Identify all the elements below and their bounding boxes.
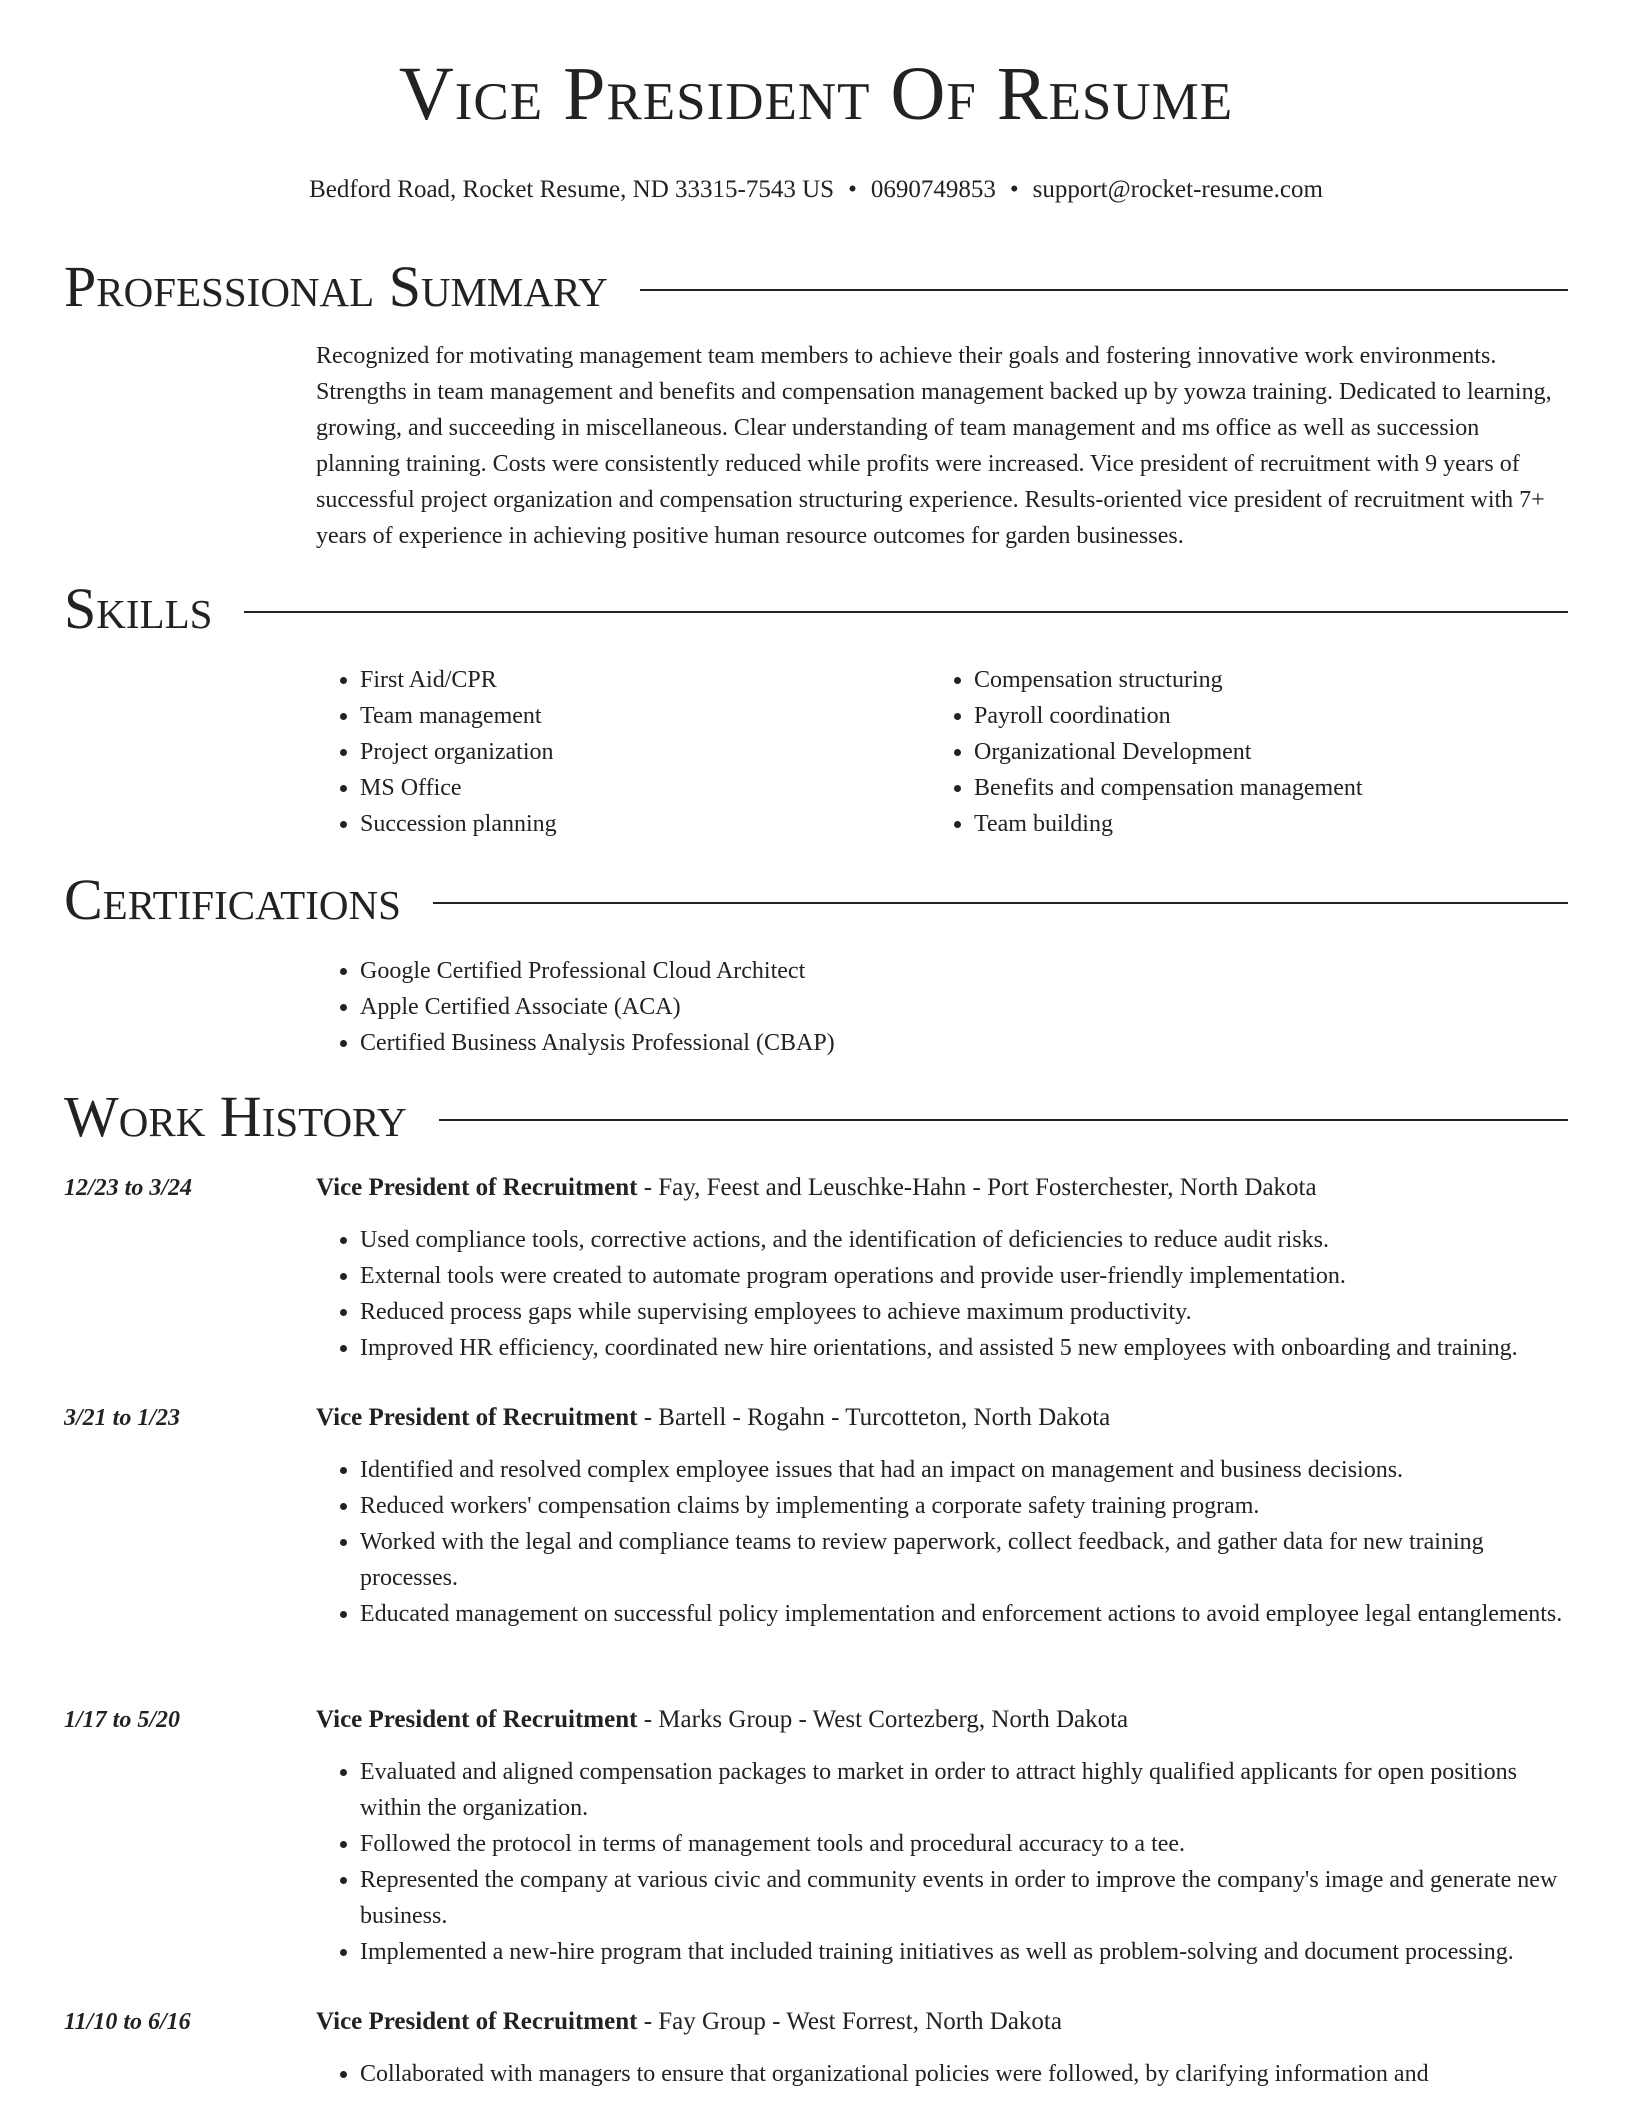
job-heading bbox=[316, 2004, 1062, 2040]
certification-item: • Certified Business Analysis Professional (CBAP) bbox=[360, 1025, 835, 1061]
job-dates: 1/17 to 5/20 bbox=[64, 1707, 181, 1733]
job-heading bbox=[316, 1170, 1317, 1206]
contact-email[interactable]: support@rocket-resume.com bbox=[1032, 176, 1323, 203]
job-company-location: - Marks Group - West Cortezberg, North Dakota bbox=[637, 1706, 1129, 1733]
section-title-skills: Skills bbox=[64, 576, 213, 641]
job-bullets bbox=[316, 1452, 1568, 1632]
job-title: Vice President of Recruitment bbox=[316, 2008, 638, 2035]
contact-address: Bedford Road, Rocket Resume, ND 33315-7543 US bbox=[309, 176, 835, 203]
job-bullet: • Implemented a new-hire program that included training initiatives as well as problem-solving and document processing. bbox=[360, 1934, 1568, 1970]
job-company-location: - Fay Group - West Forrest, North Dakota bbox=[637, 2008, 1062, 2035]
job-bullet: • Evaluated and aligned compensation packages to market in order to attract highly qualified applicants for open positions within the organization. bbox=[360, 1754, 1568, 1826]
job-bullet: • Used compliance tools, corrective actions, and the identification of deficiencies to reduce audit risks. bbox=[360, 1222, 1568, 1258]
job-bullet: • Reduced workers' compensation claims by implementing a corporate safety training program. bbox=[360, 1488, 1568, 1524]
job-dates: 11/10 to 6/16 bbox=[64, 2009, 191, 2035]
skills-right-column bbox=[930, 662, 1363, 842]
job-title: Vice President of Recruitment bbox=[316, 1404, 638, 1431]
job-bullet: • Improved HR efficiency, coordinated new hire orientations, and assisted 5 new employees with onboarding and training. bbox=[360, 1330, 1568, 1366]
skill-item: • Succession planning bbox=[360, 806, 557, 842]
skill-item: • MS Office bbox=[360, 770, 557, 806]
certification-item: • Apple Certified Associate (ACA) bbox=[360, 989, 835, 1025]
skill-item: • Team management bbox=[360, 698, 557, 734]
skill-item: • Project organization bbox=[360, 734, 557, 770]
contact-phone[interactable]: 0690749853 bbox=[870, 176, 996, 203]
section-title-summary: Professional Summary bbox=[64, 254, 608, 319]
contact-line bbox=[0, 175, 1632, 205]
contact-separator: • bbox=[1009, 176, 1019, 203]
job-heading bbox=[316, 1702, 1128, 1738]
work-history-section-header bbox=[64, 1084, 1568, 1149]
job-bullet: • Identified and resolved complex employee issues that had an impact on management and business decisions. bbox=[360, 1452, 1568, 1488]
job-heading bbox=[316, 1400, 1110, 1436]
section-title-work-history: Work History bbox=[64, 1084, 407, 1149]
skill-item: • Payroll coordination bbox=[974, 698, 1363, 734]
job-bullet: • External tools were created to automate program operations and provide user-friendly implementation. bbox=[360, 1258, 1568, 1294]
section-divider bbox=[640, 289, 1568, 291]
skill-item: • Team building bbox=[974, 806, 1363, 842]
job-bullet: • Educated management on successful policy implementation and enforcement actions to avoid employee legal entanglements. bbox=[360, 1596, 1568, 1632]
job-bullets bbox=[316, 2056, 1568, 2092]
job-title: Vice President of Recruitment bbox=[316, 1706, 638, 1733]
section-divider bbox=[433, 902, 1568, 904]
section-divider bbox=[244, 611, 1568, 613]
job-bullet: • Followed the protocol in terms of management tools and procedural accuracy to a tee. bbox=[360, 1826, 1568, 1862]
job-bullet: • Worked with the legal and compliance teams to review paperwork, collect feedback, and gather data for new training processes. bbox=[360, 1524, 1568, 1596]
job-bullets bbox=[316, 1222, 1568, 1366]
skill-item: • Benefits and compensation management bbox=[974, 770, 1363, 806]
contact-separator: • bbox=[848, 176, 857, 203]
section-divider bbox=[439, 1119, 1568, 1121]
resume-name: Vice President Of Resume bbox=[398, 52, 1234, 136]
skill-item: • Organizational Development bbox=[974, 734, 1363, 770]
job-dates: 3/21 to 1/23 bbox=[64, 1405, 181, 1431]
job-bullet: • Represented the company at various civic and community events in order to improve the company's image and generate new business. bbox=[360, 1862, 1568, 1934]
skills-left-column bbox=[316, 662, 557, 842]
summary-text: Recognized for motivating management team members to achieve their goals and fostering innovative work environments. Strengths in team management and benefits and compensation management backed up by yowza training. Dedicated to learning, growing, and succeeding in miscellaneous. Clear understanding of team management and ms office as well as succession planning training. Costs were consistently reduced while profits were increased. Vice president of recruitment with 9 years of successful project organization and compensation structuring experience. Results-oriented vice president of recruitment with 7+ years of experience in achieving positive human resource outcomes for garden businesses. bbox=[316, 343, 1552, 549]
job-bullets bbox=[316, 1754, 1568, 1970]
skills-section-header bbox=[64, 576, 1568, 641]
certifications-section-header bbox=[64, 867, 1568, 932]
job-company-location: - Bartell - Rogahn - Turcotteton, North Dakota bbox=[637, 1404, 1111, 1431]
job-company-location: - Fay, Feest and Leuschke-Hahn - Port Fosterchester, North Dakota bbox=[637, 1174, 1317, 1201]
job-dates: 12/23 to 3/24 bbox=[64, 1175, 193, 1201]
skill-item: • Compensation structuring bbox=[974, 662, 1363, 698]
certification-item: • Google Certified Professional Cloud Architect bbox=[360, 953, 835, 989]
job-title: Vice President of Recruitment bbox=[316, 1174, 638, 1201]
job-bullet: • Reduced process gaps while supervising employees to achieve maximum productivity. bbox=[360, 1294, 1568, 1330]
job-bullet: • Collaborated with managers to ensure that organizational policies were followed, by clarifying information and bbox=[360, 2056, 1568, 2092]
certifications-list bbox=[316, 953, 835, 1061]
section-title-certifications: Certifications bbox=[64, 867, 401, 932]
skill-item: • First Aid/CPR bbox=[360, 662, 557, 698]
summary-section-header bbox=[64, 254, 1568, 319]
